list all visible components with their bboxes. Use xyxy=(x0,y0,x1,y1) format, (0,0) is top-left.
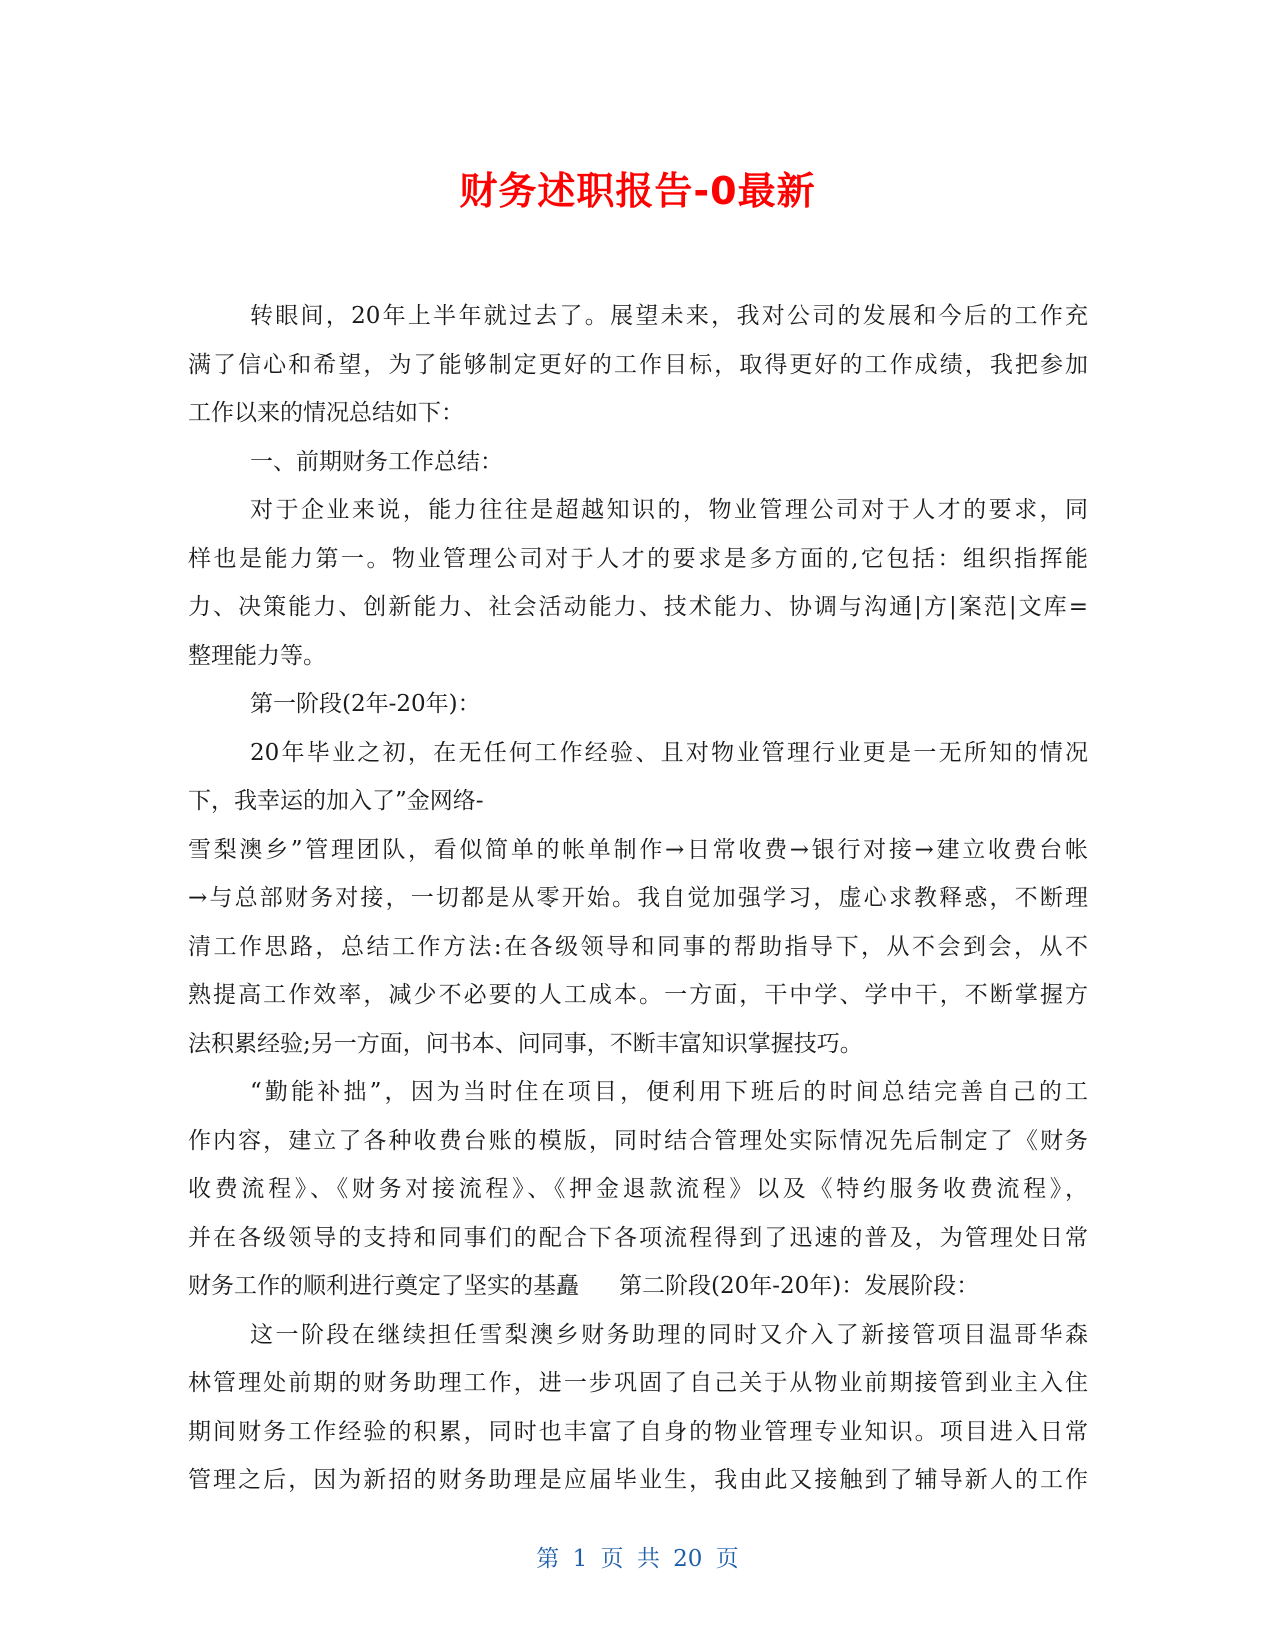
document-body xyxy=(188,292,1088,1505)
paragraph-line: “勤能补拙”，因为当时住在项目，便利用下班后的时间总结完善自己的工 xyxy=(250,1079,1088,1105)
paragraph-line: 期间财务工作经验的积累，同时也丰富了自身的物业管理专业知识。项目进入日常 xyxy=(188,1418,1088,1445)
paragraph-line xyxy=(188,1262,1088,1311)
paragraph-line: 下，我幸运的加入了”金网络- xyxy=(188,788,484,814)
paragraph-line: 并在各级领导的支持和同事们的配合下各项流程得到了迅速的普及，为管理处日常 xyxy=(188,1224,1088,1251)
paragraph-line: 清工作思路，总结工作方法:在各级领导和同事的帮助指导下，从不会到会，从不 xyxy=(188,933,1088,960)
paragraph-line: 整理能力等。 xyxy=(188,642,326,669)
paragraph-line: 满了信心和希望，为了能够制定更好的工作目标，取得更好的工作成绩，我把参加 xyxy=(188,351,1088,378)
section-heading: 第二阶段(20年-20年)：发展阶段： xyxy=(619,1273,980,1299)
paragraph-line: 20年毕业之初，在无任何工作经验、且对物业管理行业更是一无所知的情况 xyxy=(250,739,1088,766)
paragraph-line: 样也是能力第一。物业管理公司对于人才的要求是多方面的,它包括：组织指挥能 xyxy=(188,545,1088,572)
paragraph-line: 雪梨澳乡”管理团队，看似简单的帐单制作→日常收费→银行对接→建立收费台帐 xyxy=(188,836,1088,863)
paragraph-line: 熟提高工作效率，减少不必要的人工成本。一方面，干中学、学中干，不断掌握方 xyxy=(188,982,1088,1008)
paragraph-line: 工作以来的情况总结如下： xyxy=(188,400,464,426)
paragraph-line: 对于企业来说，能力往往是超越知识的，物业管理公司对于人才的要求，同 xyxy=(250,497,1088,523)
document-title: 财务述职报告-0最新 xyxy=(459,169,816,213)
paragraph-line: 作内容，建立了各种收费台账的模版，同时结合管理处实际情况先后制定了《财务 xyxy=(188,1127,1088,1154)
paragraph-line: →与总部财务对接，一切都是从零开始。我自觉加强学习，虚心求教释惑，不断理 xyxy=(188,885,1088,911)
paragraph-line: 转眼间，20年上半年就过去了。展望未来，我对公司的发展和今后的工作充 xyxy=(250,303,1088,329)
page-number-footer: 第 1 页 共 20 页 xyxy=(536,1546,739,1572)
section-heading: 第一阶段(2年-20年)： xyxy=(250,691,481,717)
paragraph-line: 力、决策能力、创新能力、社会活动能力、技术能力、协调与沟通|方|案范|文库= xyxy=(188,594,1088,620)
paragraph-line: 这一阶段在继续担任雪梨澳乡财务助理的同时又介入了新接管项目温哥华森 xyxy=(250,1321,1088,1348)
section-heading: 一、前期财务工作总结： xyxy=(250,448,503,475)
paragraph-line-text: 财务工作的顺利进行奠定了坚实的基矗 xyxy=(188,1273,579,1299)
paragraph-line: 法积累经验;另一方面，问书本、问同事，不断丰富知识掌握技巧。 xyxy=(188,1030,863,1057)
paragraph-line: 林管理处前期的财务助理工作，进一步巩固了自己关于从物业前期接管到业主入住 xyxy=(188,1370,1088,1396)
paragraph-line: 管理之后，因为新招的财务助理是应届毕业生，我由此又接触到了辅导新人的工作 xyxy=(188,1467,1088,1493)
paragraph-line: 收费流程》、《财务对接流程》、《押金退款流程》以及《特约服务收费流程》， xyxy=(188,1176,1088,1202)
